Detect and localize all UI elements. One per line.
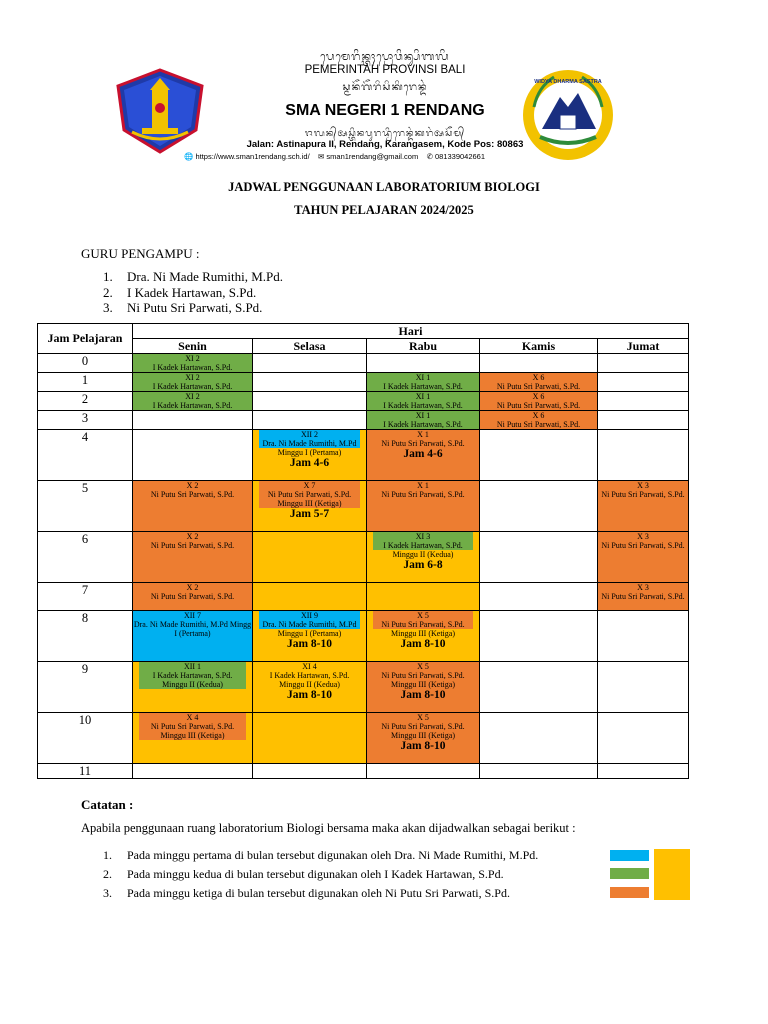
teacher-label: I Kadek Hartawan, S.Pd. [152,382,233,391]
day-header-jumat: Jumat [598,339,689,354]
period-number: 2 [38,392,133,411]
table-row [38,354,689,373]
table-row [38,392,689,411]
class-label: X 5 [417,713,429,722]
phone-number: 081339042661 [434,152,486,161]
schedule-cell [598,430,689,481]
notes-intro: Apabila penggunaan ruang laboratorium Biologi bersama maka akan dijadwalkan sebagai berikut : [81,821,576,835]
jam-range: Jam 6-8 [403,559,443,571]
week-label: Minggu I (Pertama) [277,448,342,457]
week-label: Minggu II (Kedua) [279,680,340,689]
week-label: Minggu III (Ketiga) [160,731,225,740]
jam-range: Jam 8-10 [400,689,446,701]
schedule-cell [598,764,689,779]
schedule-cell [253,713,367,764]
schedule-cell [598,411,689,430]
schedule-cell [253,354,367,373]
schedule-cell [480,354,598,373]
schedule-cell [253,373,367,392]
schedule-cell [480,430,598,481]
legend-swatch-week2 [610,868,649,879]
day-header-kamis: Kamis [480,339,598,354]
jam-range: Jam 8-10 [400,638,446,650]
bali-province-emblem [112,68,208,154]
schedule-cell [253,532,367,583]
note-text-1: Pada minggu pertama di bulan tersebut digunakan oleh Dra. Ni Made Rumithi, M.Pd. [127,848,539,862]
table-row [38,713,689,764]
schedule-cell [367,764,480,779]
school-address: Jalan: Astinapura II, Rendang, Karangasem, Kode Pos: 80863 [246,139,524,150]
class-label: X 1 [417,430,429,439]
schedule-cell [598,662,689,713]
jam-range: Jam 8-10 [286,689,333,701]
teacher-list-num-2: 2. [103,285,113,300]
jam-range: Jam 8-10 [400,740,446,752]
schedule-cell [133,583,253,611]
class-label: X 1 [417,481,429,490]
teacher-label: Ni Putu Sri Parwati, S.Pd. [150,541,235,550]
day-header-rabu: Rabu [367,339,480,354]
period-number: 3 [38,411,133,430]
school-motto: WIDYA DHARMA SASTRA [534,79,602,85]
teacher-label: Dra. Ni Made Rumithi, M.Pd Mingg I (Pertama) [133,620,252,638]
schedule-cell [598,392,689,411]
email-link[interactable]: sman1rendang@gmail.com [326,152,419,161]
schedule-cell [480,662,598,713]
schedule-cell [133,662,253,713]
class-label: XI 1 [415,392,431,401]
class-label: X 6 [532,392,545,401]
period-number: 10 [38,713,133,764]
schedule-cell [480,532,598,583]
schedule-cell [133,392,253,411]
school-name: SMA NEGERI 1 RENDANG [285,102,485,119]
teacher-name-3: Ni Putu Sri Parwati, S.Pd. [127,300,263,315]
schedule-cell [367,373,480,392]
period-number: 7 [38,583,133,611]
class-label: X 5 [417,611,429,620]
day-header-selasa: Selasa [253,339,367,354]
day-header-senin: Senin [133,339,253,354]
schedule-cell [133,713,253,764]
week-label: Minggu II (Kedua) [392,550,454,559]
globe-icon: 🌐 [184,152,194,161]
class-label: X 3 [637,583,649,592]
email-icon: ✉ [318,152,325,161]
balinese-province-script: ᬧᬾᬫᬾᬭᬶᬦ᭄ᬢᬄᬧ᭄ᬭᭀᬯᬶᬦ᭄ᬲᬶᬩᬮᬶ [320,50,450,63]
week-label: Minggu III (Ketiga) [391,680,455,689]
teacher-label: I Kadek Hartawan, S.Pd. [152,671,233,680]
schedule-cell [598,713,689,764]
class-label: X 2 [186,481,199,490]
teacher-label: Ni Putu Sri Parwati, S.Pd. [601,541,685,550]
period-number: 8 [38,611,133,662]
teacher-label: Ni Putu Sri Parwati, S.Pd. [601,592,685,601]
schedule-cell [253,583,367,611]
schedule-cell [253,481,367,532]
schedule-cell [133,611,253,662]
class-label: XI 3 [415,532,431,541]
jam-range: Jam 5-7 [289,508,330,520]
class-label: X 4 [186,713,199,722]
teacher-label: Ni Putu Sri Parwati, S.Pd. [496,420,581,429]
teachers-heading: GURU PENGAMPU : [81,246,200,261]
class-label: X 6 [532,411,545,420]
schedule-cell [133,354,253,373]
lab-schedule-table [37,323,689,779]
week-label: Minggu III (Ketiga) [277,499,342,508]
period-number: 9 [38,662,133,713]
table-row [38,662,689,713]
week-color-block [259,611,360,629]
document-title: JADWAL PENGGUNAAN LABORATORIUM BIOLOGI [228,180,540,194]
note-num-1: 1. [103,848,112,862]
schedule-cell [480,764,598,779]
class-label: XI 1 [415,373,431,382]
note-text-3: Pada minggu ketiga di bulan tersebut digunakan oleh Ni Putu Sri Parwati, S.Pd. [127,886,510,900]
table-row [38,764,689,779]
schedule-cell [480,411,598,430]
schedule-cell [367,354,480,373]
schedule-cell [133,430,253,481]
teacher-label: I Kadek Hartawan, S.Pd. [152,401,233,410]
jam-range: Jam 4-6 [403,448,443,460]
teacher-label: Ni Putu Sri Parwati, S.Pd. [381,671,465,680]
teacher-name-2: I Kadek Hartawan, S.Pd. [127,285,257,300]
table-row [38,373,689,392]
jam-pelajaran-header: Jam Pelajaran [38,324,133,354]
schedule-cell [480,481,598,532]
schedule-cell [367,532,480,583]
class-label: X 2 [186,532,199,541]
week-color-block [259,481,360,508]
schedule-cell [253,662,367,713]
jam-range: Jam 4-6 [289,457,330,469]
teacher-label: I Kadek Hartawan, S.Pd. [383,382,463,391]
teacher-label: Ni Putu Sri Parwati, S.Pd. [496,382,581,391]
teacher-label: Ni Putu Sri Parwati, S.Pd. [150,722,235,731]
note-text-2: Pada minggu kedua di bulan tersebut digunakan oleh I Kadek Hartawan, S.Pd. [127,867,504,881]
class-label: XI 2 [185,392,200,401]
table-row [38,532,689,583]
notes-heading: Catatan : [81,797,134,812]
schedule-cell [253,411,367,430]
schedule-cell [480,392,598,411]
schedule-cell [367,411,480,430]
teacher-name-1: Dra. Ni Made Rumithi, M.Pd. [127,269,283,284]
schedule-cell [253,611,367,662]
week-label: Minggu III (Ketiga) [391,731,455,740]
schedule-cell [598,373,689,392]
teacher-label: I Kadek Hartawan, S.Pd. [383,541,463,550]
schedule-cell [598,481,689,532]
teacher-label: Ni Putu Sri Parwati, S.Pd. [381,490,465,499]
schedule-cell [598,611,689,662]
balinese-school-script: ᬲ᭄ᬫᬦᭂᬕᭂᬭᬶᬲᬶᬓᬶᬭᬾᬦ᭄ᬤᬂ [342,82,428,93]
class-label: XI 2 [185,373,200,382]
class-label: X 3 [637,532,649,541]
teacher-list-num-1: 1. [103,269,113,284]
academic-year: TAHUN PELAJARAN 2024/2025 [294,203,474,217]
class-label: XII 9 [300,611,319,620]
table-row [38,411,689,430]
teacher-label: I Kadek Hartawan, S.Pd. [269,671,350,680]
schedule-cell [480,583,598,611]
schedule-cell [367,583,480,611]
note-num-3: 3. [103,886,112,900]
week-label: Minggu III (Ketiga) [391,629,455,638]
schedule-cell [598,532,689,583]
phone-icon: ✆ [426,152,433,161]
schedule-cell [253,430,367,481]
period-number: 11 [38,764,133,779]
schedule-cell [367,611,480,662]
legend-swatch-shared [654,849,690,900]
balinese-address-script: ᬚᬮᬦ᭄ᬅᬲ᭄ᬢᬶᬦᬧᬸᬭᬤ᭄ᬯᬶᬭᬾᬦ᭄ᬤᬂᬓᬭᬂᬅᬲᭂᬫ᭄ [304,129,466,139]
schedule-cell [480,373,598,392]
table-row [38,583,689,611]
class-label: X 7 [303,481,316,490]
table-row [38,611,689,662]
class-label: XI 4 [302,662,317,671]
teacher-label: I Kadek Hartawan, S.Pd. [383,420,463,429]
teacher-label: Ni Putu Sri Parwati, S.Pd. [150,592,235,601]
schedule-cell [367,392,480,411]
teacher-label: I Kadek Hartawan, S.Pd. [383,401,463,410]
period-number: 5 [38,481,133,532]
teacher-label: Ni Putu Sri Parwati, S.Pd. [267,490,352,499]
class-label: XI 2 [185,354,200,363]
teacher-label: Dra. Ni Made Rumithi, M.Pd [262,439,357,448]
period-number: 1 [38,373,133,392]
note-num-2: 2. [103,867,112,881]
period-number: 0 [38,354,133,373]
class-label: XII 1 [183,662,202,671]
schedule-cell [253,764,367,779]
schedule-cell [598,354,689,373]
period-number: 4 [38,430,133,481]
week-color-block [139,713,246,740]
teacher-label: Dra. Ni Made Rumithi, M.Pd [262,620,357,629]
week-color-block [373,532,473,550]
class-label: XI 1 [415,411,431,420]
class-label: X 5 [417,662,429,671]
schedule-cell [253,392,367,411]
schedule-cell [367,713,480,764]
class-label: X 3 [637,481,649,490]
schedule-cell [367,430,480,481]
week-color-block [139,662,246,689]
schedule-cell [367,662,480,713]
schedule-cell [133,532,253,583]
teacher-label: Ni Putu Sri Parwati, S.Pd. [601,490,685,499]
week-color-block [259,430,360,448]
schedule-cell [133,481,253,532]
legend-swatch-week3 [610,887,649,898]
schedule-cell [133,764,253,779]
table-row [38,430,689,481]
schedule-cell [480,713,598,764]
period-number: 6 [38,532,133,583]
class-label: XII 2 [300,430,319,439]
schedule-cell [133,373,253,392]
website-link[interactable]: https://www.sman1rendang.sch.id/ [195,152,310,161]
schedule-cell [598,583,689,611]
jam-range: Jam 8-10 [286,638,333,650]
schedule-cell [367,481,480,532]
schedule-cell [133,411,253,430]
province-name: PEMERINTAH PROVINSI BALI [304,64,466,76]
week-label: Minggu II (Kedua) [162,680,223,689]
contact-line [184,152,544,164]
week-label: Minggu I (Pertama) [277,629,342,638]
schedule-cell [480,611,598,662]
teacher-label: Ni Putu Sri Parwati, S.Pd. [381,439,465,448]
hari-header: Hari [133,324,689,339]
table-row [38,481,689,532]
teacher-label: I Kadek Hartawan, S.Pd. [152,363,233,372]
week-color-block [373,611,473,629]
legend-swatch-week1 [610,850,649,861]
class-label: X 6 [532,373,545,382]
teacher-label: Ni Putu Sri Parwati, S.Pd. [496,401,581,410]
class-label: XII 7 [183,611,202,620]
teacher-label: Ni Putu Sri Parwati, S.Pd. [150,490,235,499]
teacher-label: Ni Putu Sri Parwati, S.Pd. [381,620,465,629]
teacher-list-num-3: 3. [103,300,113,315]
teacher-label: Ni Putu Sri Parwati, S.Pd. [381,722,465,731]
class-label: X 2 [186,583,199,592]
